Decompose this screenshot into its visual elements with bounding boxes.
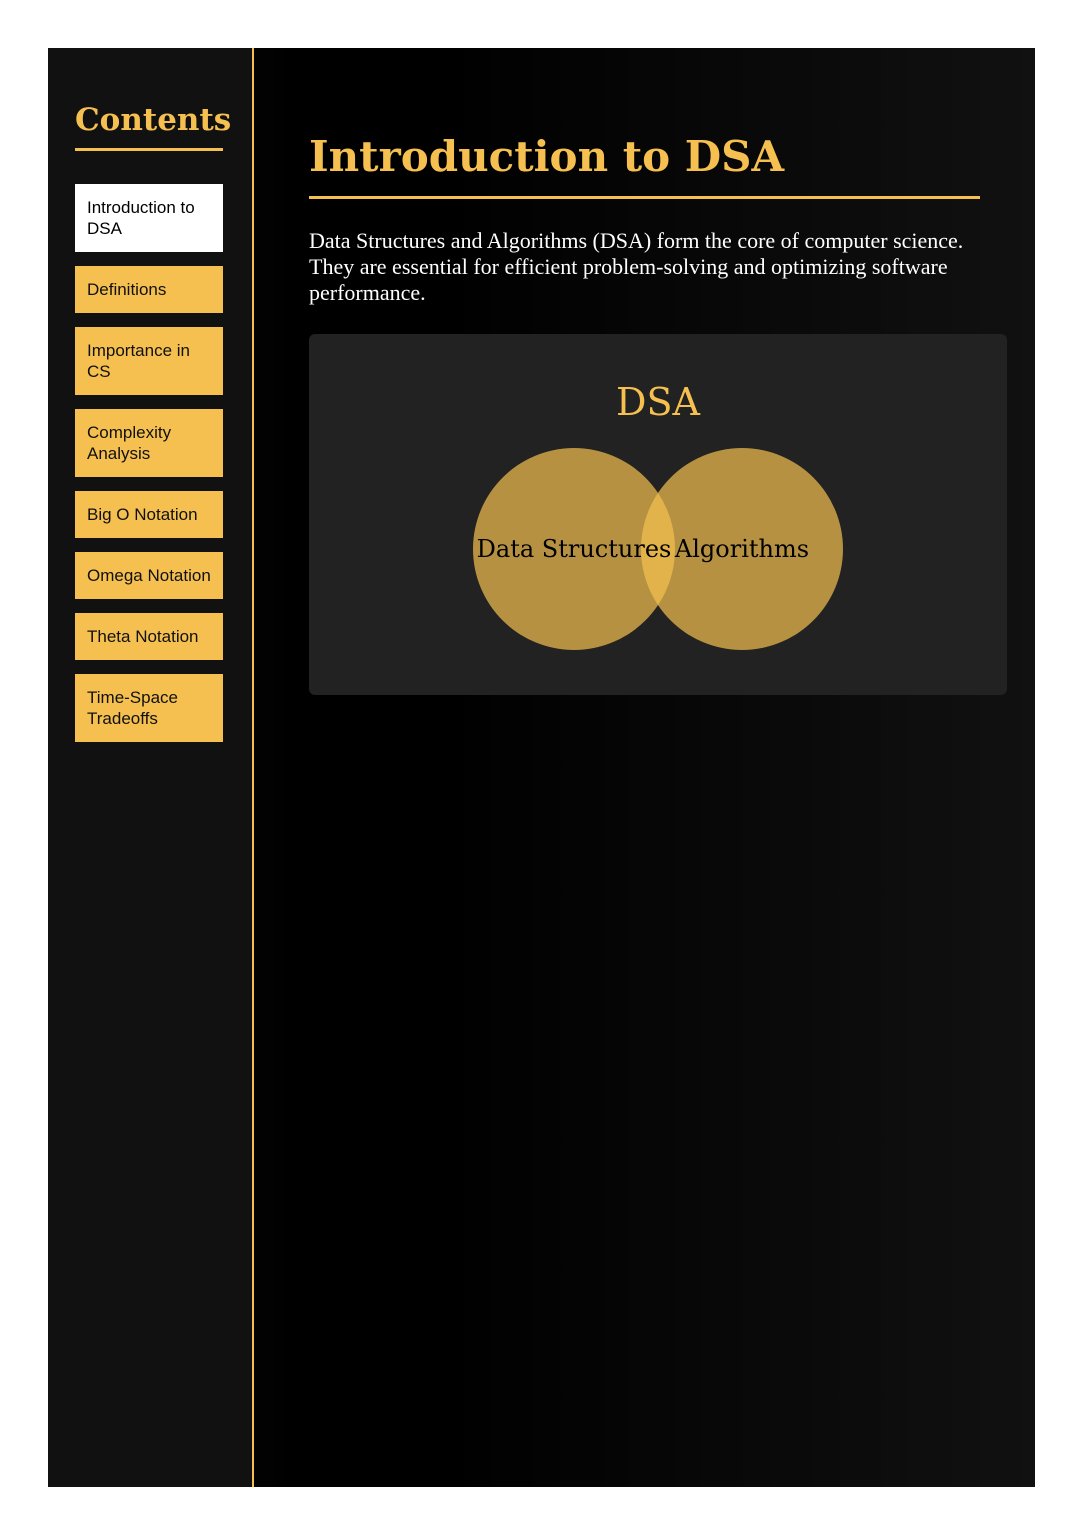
diagram-title: DSA <box>616 380 700 424</box>
sidebar-item-tradeoffs[interactable]: Time-Space Tradeoffs <box>75 674 223 742</box>
sidebar-item-importance[interactable]: Importance in CS <box>75 327 223 395</box>
sidebar-item-theta[interactable]: Theta Notation <box>75 613 223 660</box>
venn-diagram-svg <box>309 334 1007 695</box>
data-structures-label: Data Structures <box>476 535 672 563</box>
page <box>48 48 1035 1487</box>
sidebar <box>48 48 254 1487</box>
venn-diagram <box>309 334 1007 695</box>
sidebar-item-big-o[interactable]: Big O Notation <box>75 491 223 538</box>
page-title: Introduction to DSA <box>309 130 980 199</box>
sidebar-item-complexity[interactable]: Complexity Analysis <box>75 409 223 477</box>
table-of-contents <box>75 184 223 756</box>
sidebar-item-definitions[interactable]: Definitions <box>75 266 223 313</box>
intro-paragraph: Data Structures and Algorithms (DSA) form the core of computer science. They are essential for efficient problem-solving and optimizing software performance. <box>309 228 964 305</box>
sidebar-item-introduction[interactable]: Introduction to DSA <box>75 184 223 252</box>
main-content <box>309 48 1009 1487</box>
sidebar-item-omega[interactable]: Omega Notation <box>75 552 223 599</box>
sidebar-title: Contents <box>75 100 223 151</box>
algorithms-label: Algorithms <box>674 535 810 563</box>
